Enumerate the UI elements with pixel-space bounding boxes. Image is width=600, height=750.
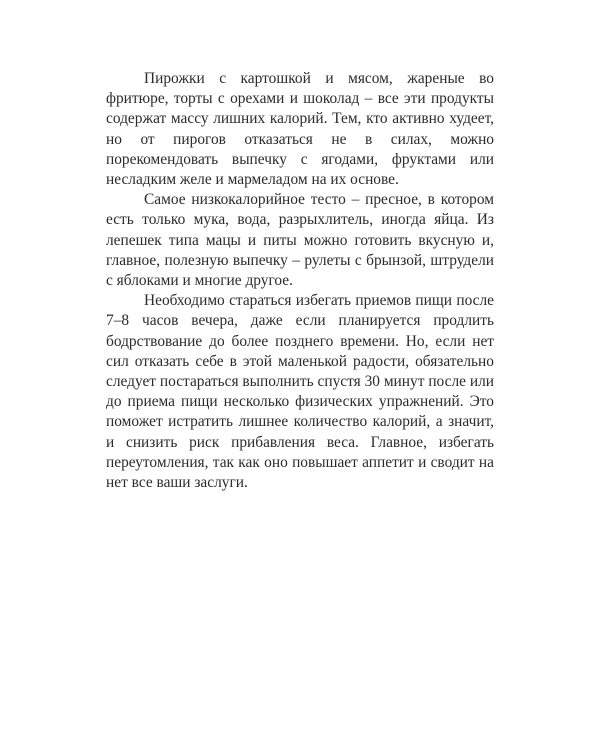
- paragraph-baking: Пирожки с картошкой и мясом, жареные во фритюре, торты с орехами и шоколад – все эти продукты содержат массу лишних калорий. Тем, кто активно худеет, но от пирогов отказаться не в силах, можно порекомендовать выпечку с ягодами, фруктами или несладким желе и мармеладом на их основе.: [106, 70, 494, 189]
- paragraph-dough: Самое низкокалорийное тесто – пресное, в котором есть только мука, вода, разрыхлитель, иногда яйца. Из лепешек типа мацы и питы можно готовить вкусную и, главное, полезную выпечку – рулеты с брынзой, штрудели с яблоками и многие другое.: [106, 191, 494, 290]
- body-text: [106, 69, 494, 493]
- paragraph-evening-meals: Необходимо стараться избегать приемов пищи после 7–8 часов вечера, даже если планируется продлить бодрствование до более позднего времени. Но, если нет сил отказать себе в этой маленькой радости, обязательно следует постараться выполнить спустя 30 минут после или до приема пищи несколько физических упражнений. Это поможет истратить лишнее количество калорий, а значит, и снизить риск прибавления веса. Главное, избегать переутомления, так как оно повышает аппетит и сводит на нет все ваши заслуги.: [106, 292, 494, 492]
